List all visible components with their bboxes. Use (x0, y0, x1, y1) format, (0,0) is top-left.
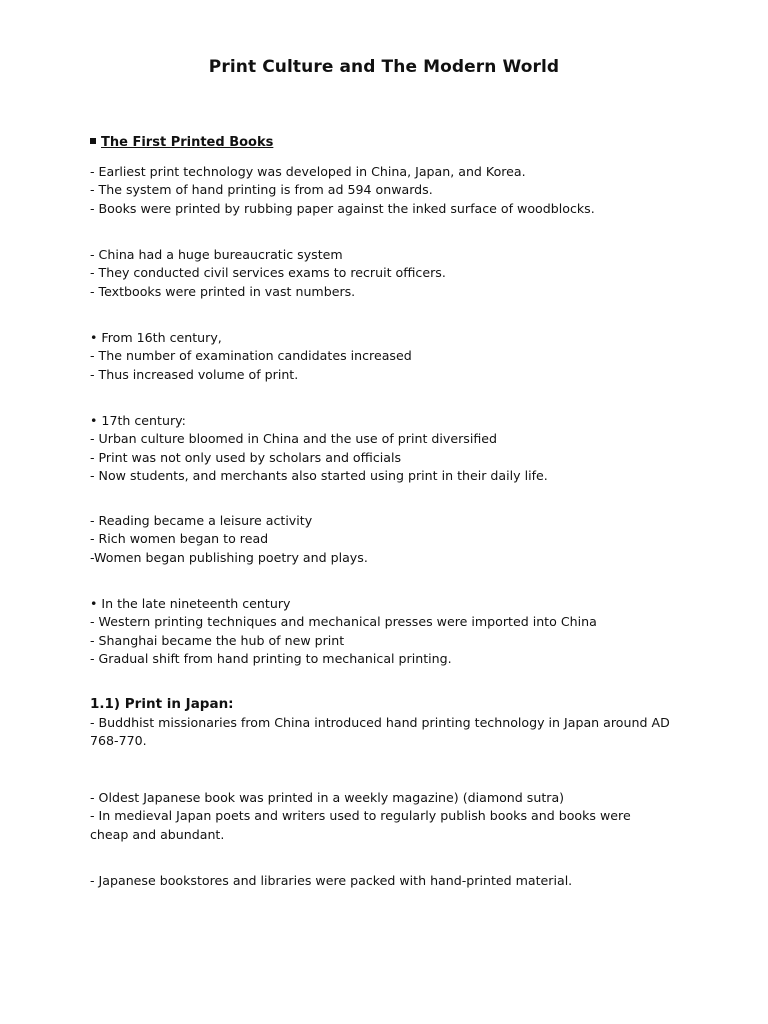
text-line: - They conducted civil services exams to recruit officers. (90, 265, 446, 281)
paragraph-block (90, 163, 690, 218)
text-line: • From 16th century, (90, 330, 222, 345)
paragraph-block (90, 595, 690, 669)
subsection-heading: 1.1) Print in Japan: (90, 696, 234, 712)
text-line: - China had a huge bureaucratic system (90, 247, 343, 262)
text-line: - Now students, and merchants also started using print in their daily life. (90, 468, 548, 484)
text-line: - Western printing techniques and mechanical presses were imported into China (90, 614, 597, 630)
text-line: - Japanese bookstores and libraries were packed with hand-printed material. (90, 873, 573, 888)
text-line: • In the late nineteenth century (90, 596, 291, 611)
text-line: - Oldest Japanese book was printed in a weekly magazine) (diamond sutra) (90, 790, 565, 805)
text-line: -Women began publishing poetry and plays. (90, 549, 368, 565)
text-line: • 17th century: (90, 413, 186, 428)
paragraph-block (90, 412, 690, 486)
section-heading-text: The First Printed Books (101, 135, 274, 150)
paragraph-block (90, 872, 690, 890)
text-line: - Gradual shift from hand printing to mechanical printing. (90, 651, 452, 667)
section-heading (90, 135, 273, 150)
square-bullet-icon (90, 138, 96, 144)
text-line: - Textbooks were printed in vast numbers. (90, 283, 356, 299)
text-line: - Print was not only used by scholars and officials (90, 449, 402, 465)
text-line: - The number of examination candidates increased (90, 348, 412, 364)
text-line: - Books were printed by rubbing paper against the inked surface of woodblocks. (90, 200, 595, 216)
text-line: - Shanghai became the hub of new print (90, 632, 345, 648)
text-line: - The system of hand printing is from ad 594 onwards. (90, 182, 433, 198)
paragraph-block (90, 246, 690, 301)
paragraph-block (90, 329, 690, 384)
text-line: - Buddhist missionaries from China introduced hand printing technology in Japan around AD 768-770. (90, 715, 670, 749)
text-line: - Rich women began to read (90, 531, 269, 547)
document-title: Print Culture and The Modern World (208, 57, 560, 77)
paragraph-block (90, 789, 670, 844)
paragraph-block (90, 714, 670, 751)
paragraph-block (90, 512, 690, 567)
text-line: - Thus increased volume of print. (90, 366, 299, 382)
text-line: - Earliest print technology was developed in China, Japan, and Korea. (90, 164, 526, 179)
text-line: - Urban culture bloomed in China and the use of print diversified (90, 431, 497, 447)
text-line: - Reading became a leisure activity (90, 513, 313, 528)
text-line: - In medieval Japan poets and writers used to regularly publish books and books were cheap and abundant. (90, 808, 631, 842)
